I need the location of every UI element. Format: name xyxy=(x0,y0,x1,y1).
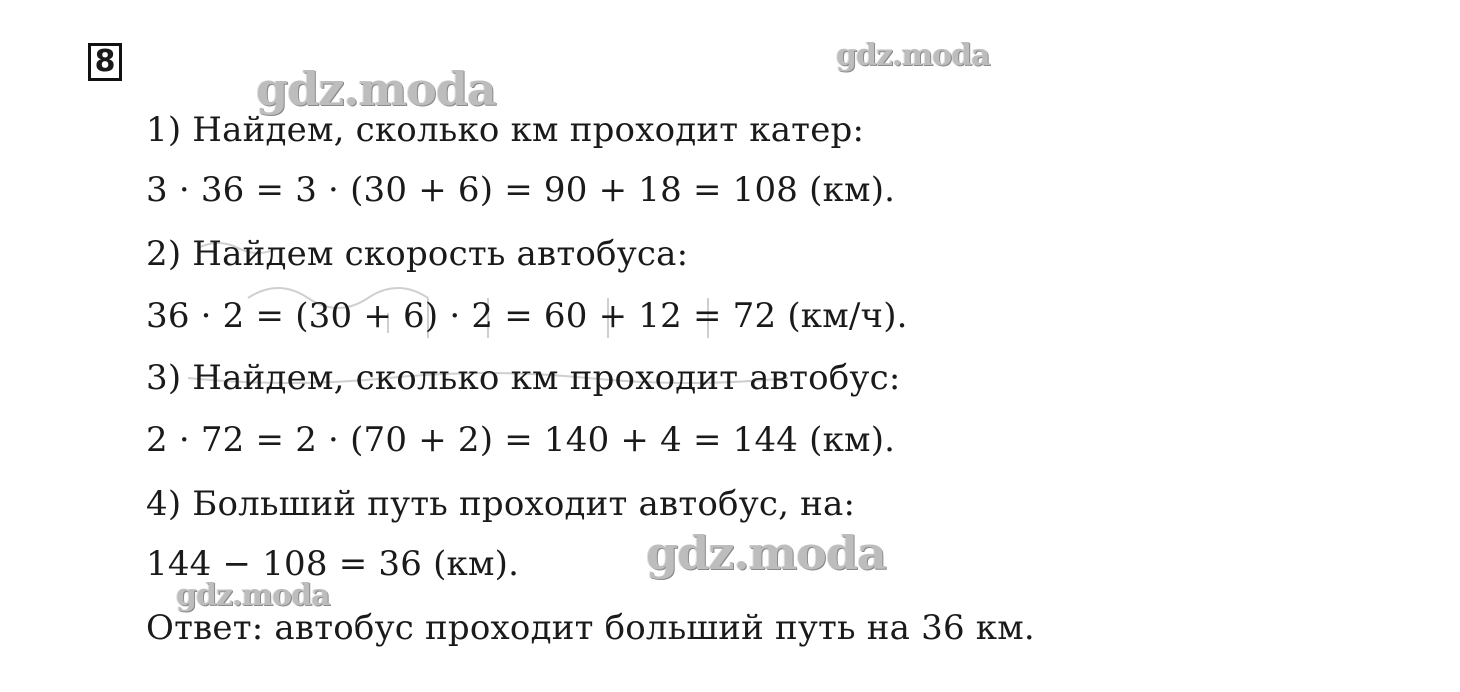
solution-line-8: 144 − 108 = 36 (км). xyxy=(146,544,520,584)
watermark-logo: gdz.moda xyxy=(176,578,330,613)
solution-line-2: 3 · 36 = 3 · (30 + 6) = 90 + 18 = 108 (км). xyxy=(146,170,896,210)
watermark-logo: gdz.moda xyxy=(256,62,496,116)
watermark-logo: gdz.moda xyxy=(646,526,886,580)
task-number-badge: 8 xyxy=(88,43,122,81)
solution-line-1: 1) Найдем, сколько км проходит катер: xyxy=(146,110,865,150)
answer-line: Ответ: автобус проходит больший путь на 36 км. xyxy=(146,608,1035,648)
solution-line-3: 2) Найдем скорость автобуса: xyxy=(146,234,689,274)
solution-line-7: 4) Больший путь проходит автобус, на: xyxy=(146,484,856,524)
solution-line-5: 3) Найдем, сколько км проходит автобус: xyxy=(146,358,901,398)
solution-line-4: 36 · 2 = (30 + 6) · 2 = 60 + 12 = 72 (км/ч). xyxy=(146,296,908,336)
watermark-logo: gdz.moda xyxy=(836,38,990,73)
solution-line-6: 2 · 72 = 2 · (70 + 2) = 140 + 4 = 144 (км). xyxy=(146,420,896,460)
